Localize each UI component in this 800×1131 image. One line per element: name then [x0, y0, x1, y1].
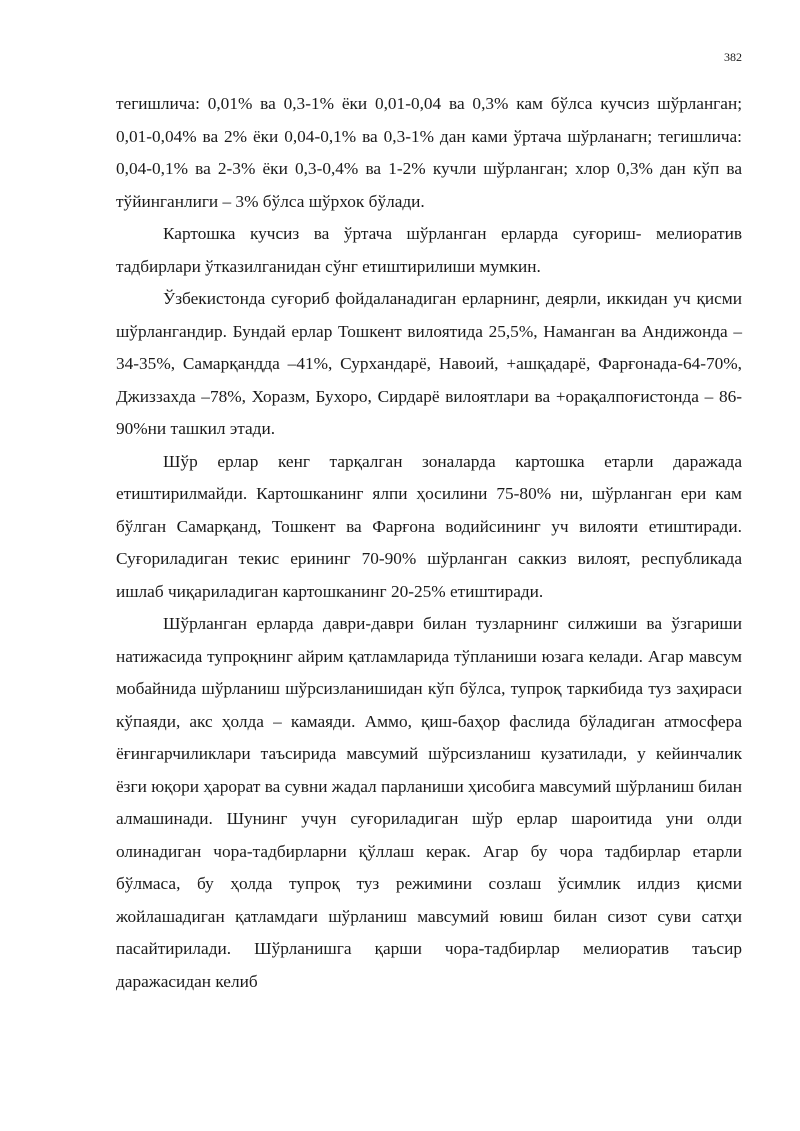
paragraph-uzbekistan-saline-lands: Ўзбекистонда суғориб фойдаланадиган ерларнинг, деярли, иккидан уч қисми шўрлангандир. Бундай ерлар Тошкент вилоятида 25,5%, Наманган ва Андижонда –34-35%, Самарқандда –41%, Сурхандарё, Навоий, +ашқадарё, Фарғонада-64-70%, Джиззахда –78%, Хоразм, Бухоро, Сирдарё вилоятлари ва +орақалпоғистонда – 86-90%ни ташкил этади. [116, 289, 742, 438]
paragraph-continuation: тегишлича: 0,01% ва 0,3-1% ёки 0,01-0,04 ва 0,3% кам бўлса кучсиз шўрланган; 0,01-0,04% ва 2% ёки 0,04-0,1% ва 0,3-1% дан ками ўртача шўрланагн; тегишлича: 0,04-0,1% ва 2-3% ёки 0,3-0,4% ва 1-2% кучли шўрланган; хлор 0,3% дан кўп ва тўйинганлиги – 3% бўлса шўрхок бўлади. [116, 94, 742, 211]
paragraph-salt-movement: Шўрланган ерларда даври-даври билан тузларнинг силжиши ва ўзгариши натижасида тупроқнинг айрим қатламларида тўпланиши юзага келади. Агар мавсум мобайнида шўрланиш шўрсизланишидан кўп бўлса, тупроқ таркибида туз заҳираси кўпаяди, акс ҳолда – камаяди. Аммо, қиш-баҳор фаслида бўладиган атмосфера ёғингарчиликлари таъсирида мавсумий шўрсизланиш кузатилади, у кейинчалик ёзги юқори ҳарорат ва сувни жадал парланиши ҳисобига мавсумий шўрланиш билан алмашинади. Шунинг учун суғориладиган шўр ерлар шароитида уни олди олинадиган чора-тадбирларни қўллаш керак. Агар бу чора тадбирлар етарли бўлмаса, бу ҳолда тупроқ туз режимини созлаш ўсимлик илдиз қисми жойлашадиган қатламдаги шўрланиш мавсумий ювиш билан сизот суви сатҳи пасайтирилади. Шўрланишга қарши чора-тадбирлар мелиоратив таъсир даражасидан келиб [116, 614, 742, 991]
page-number: 382 [724, 50, 742, 64]
paragraph-saline-zones: Шўр ерлар кенг тарқалган зоналарда картошка етарли даражада етиштирилмайди. Картошканинг ялпи ҳосилини 75-80% ни, шўрланган ери кам бўлган Самарқанд, Тошкент ва Фарғона водийсининг уч вилояти етиштиради. Суғориладиган текис ерининг 70-90% шўрланган саккиз вилоят, республикада ишлаб чиқариладиган картошканинг 20-25% етиштиради. [116, 451, 742, 601]
document-body [116, 88, 742, 998]
paragraph-potato-irrigation: Картошка кучсиз ва ўртача шўрланган ерларда суғориш- мелиоратив тадбирлари ўтказилганидан сўнг етиштирилиши мумкин. [116, 224, 742, 276]
